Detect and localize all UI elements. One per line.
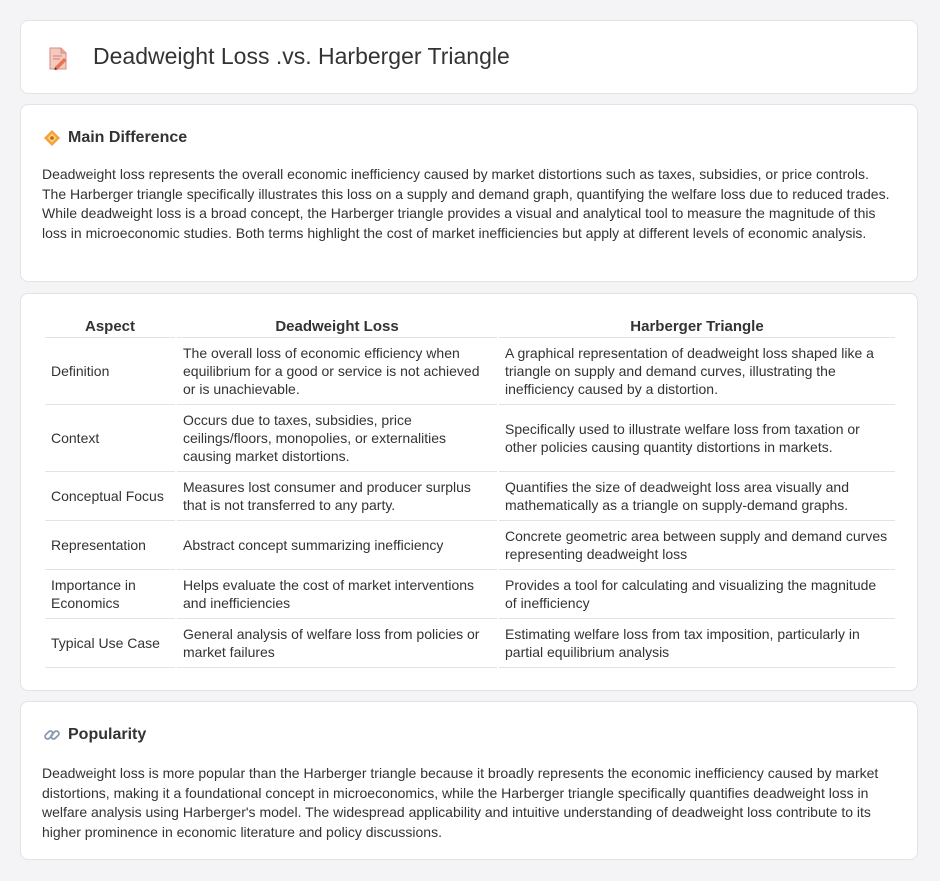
table-cell: Estimating welfare loss from tax imposition, particularly in partial equilibrium analysis — [499, 619, 895, 668]
table-cell: Concrete geometric area between supply and demand curves representing deadweight loss — [499, 521, 895, 570]
table-cell: Context — [45, 405, 175, 472]
main-difference-section — [20, 104, 918, 282]
main-difference-text: Deadweight loss represents the overall economic inefficiency caused by market distortions such as taxes, subsidies, or price controls. The Harberger triangle specifically illustrates this loss on a supply and demand graph, quantifying the welfare loss due to reduced trades. While deadweight loss is a broad concept, the Harberger triangle provides a visual and analytical tool to measure the magnitude of this loss in microeconomic studies. Both terms highlight the cost of market inefficiencies but apply at different levels of economic analysis. — [42, 166, 890, 241]
table-row — [45, 472, 895, 521]
table-cell: Specifically used to illustrate welfare loss from taxation or other policies causing quantity distortions in markets. — [499, 405, 895, 472]
table-cell: Representation — [45, 521, 175, 570]
table-cell: General analysis of welfare loss from policies or market failures — [177, 619, 497, 668]
popularity-section — [20, 701, 918, 860]
table-row — [45, 338, 895, 405]
document-pencil-icon — [47, 47, 69, 71]
column-header: Harberger Triangle — [499, 316, 895, 338]
section-heading: Popularity — [68, 726, 147, 743]
table-cell: Conceptual Focus — [45, 472, 175, 521]
column-header: Deadweight Loss — [177, 316, 497, 338]
link-icon — [43, 726, 61, 744]
table-cell: Helps evaluate the cost of market interventions and inefficiencies — [177, 570, 497, 619]
diamond-icon — [43, 129, 61, 147]
table-cell: The overall loss of economic efficiency when equilibrium for a good or service is not achieved or is unachievable. — [177, 338, 497, 405]
table-cell: Provides a tool for calculating and visualizing the magnitude of inefficiency — [499, 570, 895, 619]
table-cell: Quantifies the size of deadweight loss area visually and mathematically as a triangle on supply-demand graphs. — [499, 472, 895, 521]
table-cell: Importance in Economics — [45, 570, 175, 619]
table-cell: Typical Use Case — [45, 619, 175, 668]
comparison-table — [43, 316, 897, 668]
popularity-text: Deadweight loss is more popular than the Harberger triangle because it broadly represents the economic inefficiency caused by market distortions, making it a foundational concept in microeconomics, while the Harberger triangle specifically quantifies deadweight loss in welfare analysis using Harberger's model. The widespread applicability and intuitive understanding of deadweight loss contribute to its higher prominence in economic literature and policy discussions. — [42, 765, 879, 840]
page-title: Deadweight Loss .vs. Harberger Triangle — [93, 43, 510, 69]
table-header-row — [45, 316, 895, 338]
section-heading: Main Difference — [68, 129, 188, 146]
table-row — [45, 521, 895, 570]
table-row — [45, 619, 895, 668]
table-cell: A graphical representation of deadweight loss shaped like a triangle on supply and demand curves, illustrating the inefficiency caused by a distortion. — [499, 338, 895, 405]
title-card — [20, 20, 918, 94]
table-row — [45, 405, 895, 472]
table-cell: Abstract concept summarizing inefficiency — [177, 521, 497, 570]
table-cell: Occurs due to taxes, subsidies, price ceilings/floors, monopolies, or externalities causing market distortions. — [177, 405, 497, 472]
comparison-section — [20, 293, 918, 691]
table-row — [45, 570, 895, 619]
column-header: Aspect — [45, 316, 175, 338]
table-cell: Measures lost consumer and producer surplus that is not transferred to any party. — [177, 472, 497, 521]
table-cell: Definition — [45, 338, 175, 405]
